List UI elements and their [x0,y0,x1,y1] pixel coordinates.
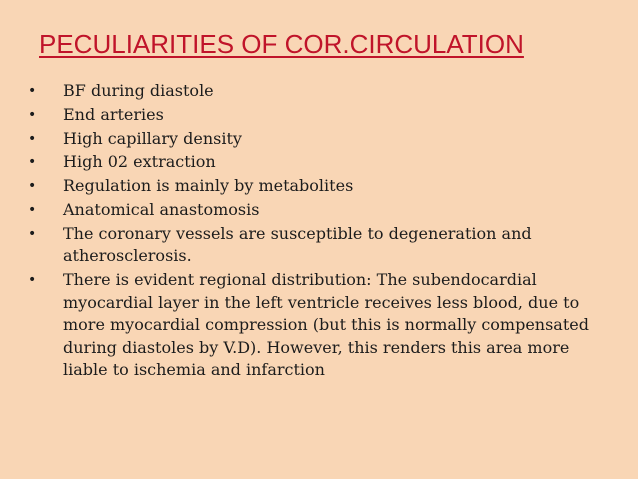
bullet-item [28,151,608,174]
bullet-icon: • [28,225,37,242]
bullet-icon: • [28,130,37,147]
slide-title: PECULIARITIES OF COR.CIRCULATION [39,29,524,59]
bullet-item [28,128,608,151]
bullet-icon: • [28,201,37,218]
bullet-icon: • [28,272,37,289]
bullet-item [28,199,608,222]
bullet-item [28,175,608,198]
bullet-text: Anatomical anastomosis [63,199,260,219]
bullet-item [28,80,608,103]
bullet-list [28,80,608,383]
bullet-text: BF during diastole [63,81,214,100]
bullet-icon: • [28,106,37,123]
bullet-text: End arteries [63,104,164,124]
bullet-text: Regulation is mainly by metabolites [63,176,354,196]
bullet-text: High capillary density [63,128,242,148]
bullet-icon: • [28,154,37,171]
bullet-item [28,104,608,127]
bullet-text: There is evident regional distribution: The subendocardial myocardial layer in the left ventricle receives less blood, due to more myocardial compression (but this is normally compensated during diastoles by V.D). However, this renders this area more liable to ischemia and infarction [63,270,589,380]
bullet-item [28,223,608,268]
bullet-icon: • [28,178,37,195]
bullet-icon: • [28,83,37,99]
bullet-text: The coronary vessels are susceptible to degeneration and atherosclerosis. [63,223,532,266]
bullet-text: High 02 extraction [63,152,216,172]
bullet-item [28,269,608,382]
